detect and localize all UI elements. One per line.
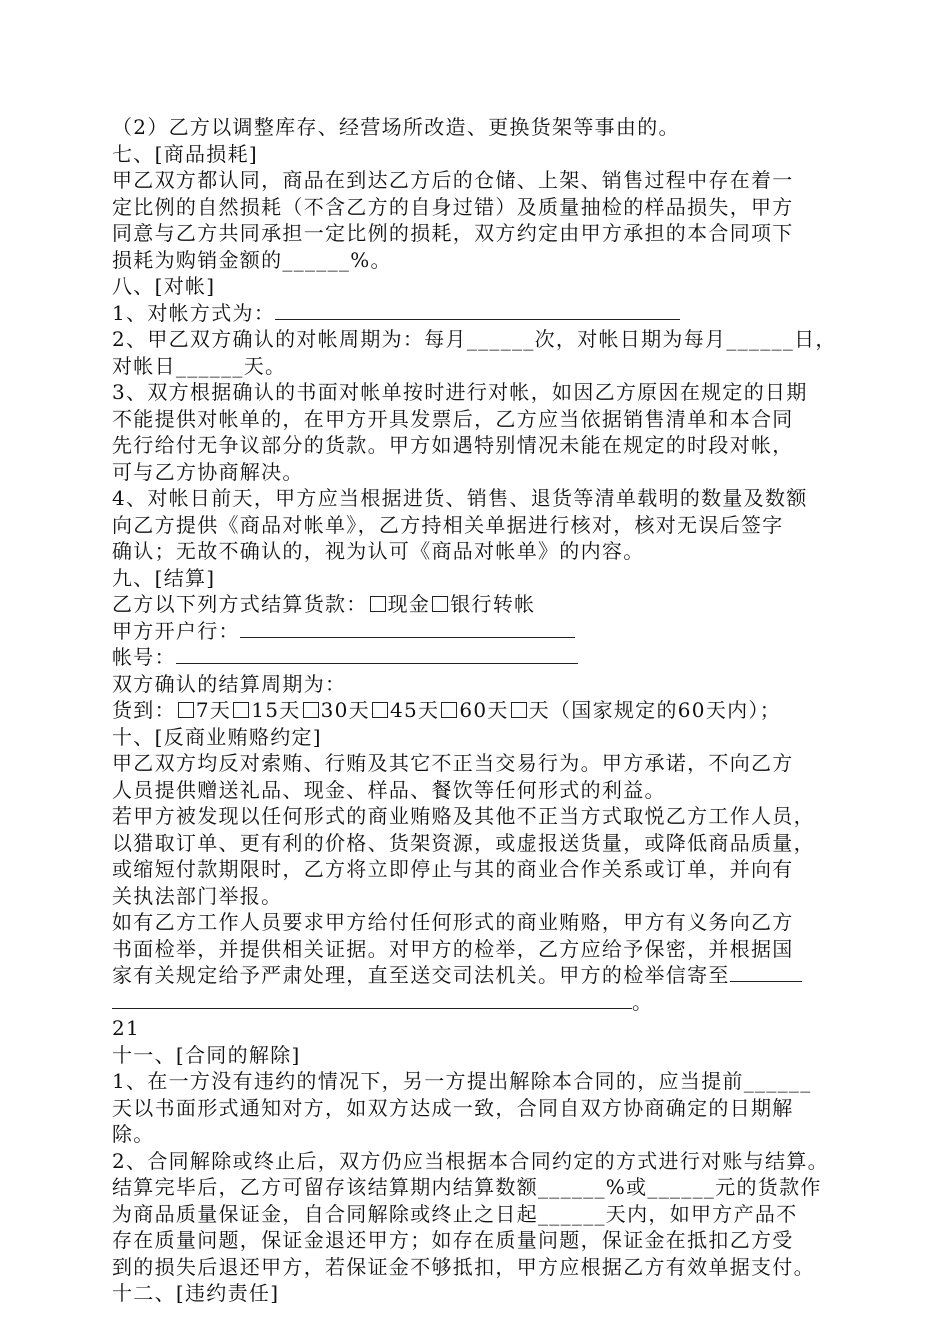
option-label: 45天 [389,698,440,722]
text-line: 4、对帐日前天，甲方应当根据进货、销售、退货等清单载明的数量及数额 [112,486,808,510]
text-line: 关执法部门举报。 [112,883,283,908]
page-number: 21 [112,1016,141,1040]
text-line: 天以书面形式通知对方，如双方达成一致，合同自双方协商确定的日期解 [112,1095,794,1120]
option-label: 15天 [251,698,301,722]
text-line: 如有乙方工作人员要求甲方给付任何形式的商业贿赂，甲方有义务向乙方 [112,910,794,934]
text-line [112,989,848,1016]
fill-in-blank [240,619,575,638]
label: 帐号： [112,645,176,669]
text-line: 定比例的自然损耗（不含乙方的自身过错）及质量抽检的样品损失，甲方 [112,194,794,219]
text: 家有关规定给予严肃处理，直至送交司法机关。甲方的检举信寄至 [112,963,730,987]
text-line: 2、合同解除或终止后，双方仍应当根据本合同约定的方式进行对账与结算。 [112,1148,829,1173]
text-line: 2、甲乙双方确认的对帐周期为：每月______次，对帐日期为每月______日， [112,327,837,351]
label: 货到： [112,698,176,722]
text-line: 损耗为购销金额的______%。 [112,247,392,272]
option-label: 60天 [459,698,509,722]
text-line: 或缩短付款期限时，乙方将立即停止与其的商业合作关系或订单，并向有 [112,857,794,881]
text-line: 为商品质量保证金，自合同解除或终止之日起______天内，如甲方产品不 [112,1201,798,1226]
checkbox-icon [370,596,386,612]
option-label: 30天 [320,698,370,722]
text-line: （2）乙方以调整库存、经营场所改造、更换货架等事由的。 [112,115,680,139]
checkbox-icon [233,702,249,718]
section-heading: 七、[商品损耗] [112,141,259,166]
text-line: 以猎取订单、更有利的价格、货架资源，或虚报送货量，或降低商品质量， [112,830,815,855]
text-line [112,300,848,327]
fill-in-blank [112,990,632,1009]
text-line: 3、双方根据确认的书面对帐单按时进行对帐，如因乙方原因在规定的日期 [112,380,808,404]
text-line: 若甲方被发现以任何形式的商业贿赂及其他不正当方式取悦乙方工作人员， [112,804,815,828]
checkbox-icon [372,702,388,718]
text: 。 [632,989,654,1014]
text-line: 确认；无故不确认的，视为认可《商品对帐单》的内容。 [112,539,645,563]
text-line: 存在质量问题，保证金退还甲方；如存在质量问题，保证金在抵扣乙方受 [112,1228,794,1252]
text-line: 不能提供对帐单的，在甲方开具发票后，乙方应当依据销售清单和本合同 [112,406,794,431]
document-page [112,114,848,1307]
checkbox-icon [303,702,319,718]
text-line: 可与乙方协商解决。 [112,459,304,484]
option-label: 天（国家规定的60天内）； [528,698,782,722]
text-line [112,618,848,645]
text-line: 甲乙双方都认同，商品在到达乙方后的仓储、上架、销售过程中存在着一 [112,168,794,192]
section-heading: 九、[结算] [112,565,216,590]
text-line [112,962,848,989]
text-line: 对帐日______天。 [112,353,287,378]
option-label: 银行转帐 [450,592,536,616]
text-line [112,591,848,618]
text-line: 人员提供赠送礼品、现金、样品、餐饮等任何形式的利益。 [112,777,666,802]
text-line: 先行给付无争议部分的货款。甲方如遇特别情况未能在规定的时段对帐， [112,433,794,457]
fill-in-blank [275,301,680,320]
section-heading: 八、[对帐] [112,274,216,298]
label: 1、对帐方式为： [112,300,276,325]
section-heading: 十一、[合同的解除] [112,1042,301,1067]
text-line: 结算完毕后，乙方可留存该结算期内结算数额______%或______元的货款作 [112,1175,822,1199]
label: 甲方开户行： [112,618,240,643]
text-line: 向乙方提供《商品对帐单》，乙方持相关单据进行核对，核对无误后签字 [112,512,784,537]
checkbox-icon [432,596,448,612]
text-line: 书面检举，并提供相关证据。对甲方的检举，乙方应给予保密，并根据国 [112,936,794,961]
section-heading: 十、[反商业贿赂约定] [112,724,322,749]
option-label: 7天 [195,698,232,722]
text-line: 除。 [112,1122,155,1146]
section-heading: 十二、[违约责任] [112,1281,280,1305]
fill-in-blank [176,645,578,664]
label: 乙方以下列方式结算货款： [112,592,368,616]
fill-in-blank [730,963,802,982]
text-line: 双方确认的结算周期为： [112,671,347,696]
checkbox-icon [441,702,457,718]
text-line: 1、在一方没有违约的情况下，另一方提出解除本合同的，应当提前______ [112,1069,812,1093]
text-line: 同意与乙方共同承担一定比例的损耗，双方约定由甲方承担的本合同项下 [112,221,794,245]
checkbox-icon [178,702,194,718]
text-line: 甲乙双方均反对索贿、行贿及其它不正当交易行为。甲方承诺，不向乙方 [112,751,794,775]
text-line: 到的损失后退还甲方，若保证金不够抵扣，甲方应根据乙方有效单据支付。 [112,1254,815,1279]
checkbox-icon [511,702,527,718]
option-label: 现金 [387,592,431,616]
text-line [112,644,848,671]
text-line [112,697,848,724]
